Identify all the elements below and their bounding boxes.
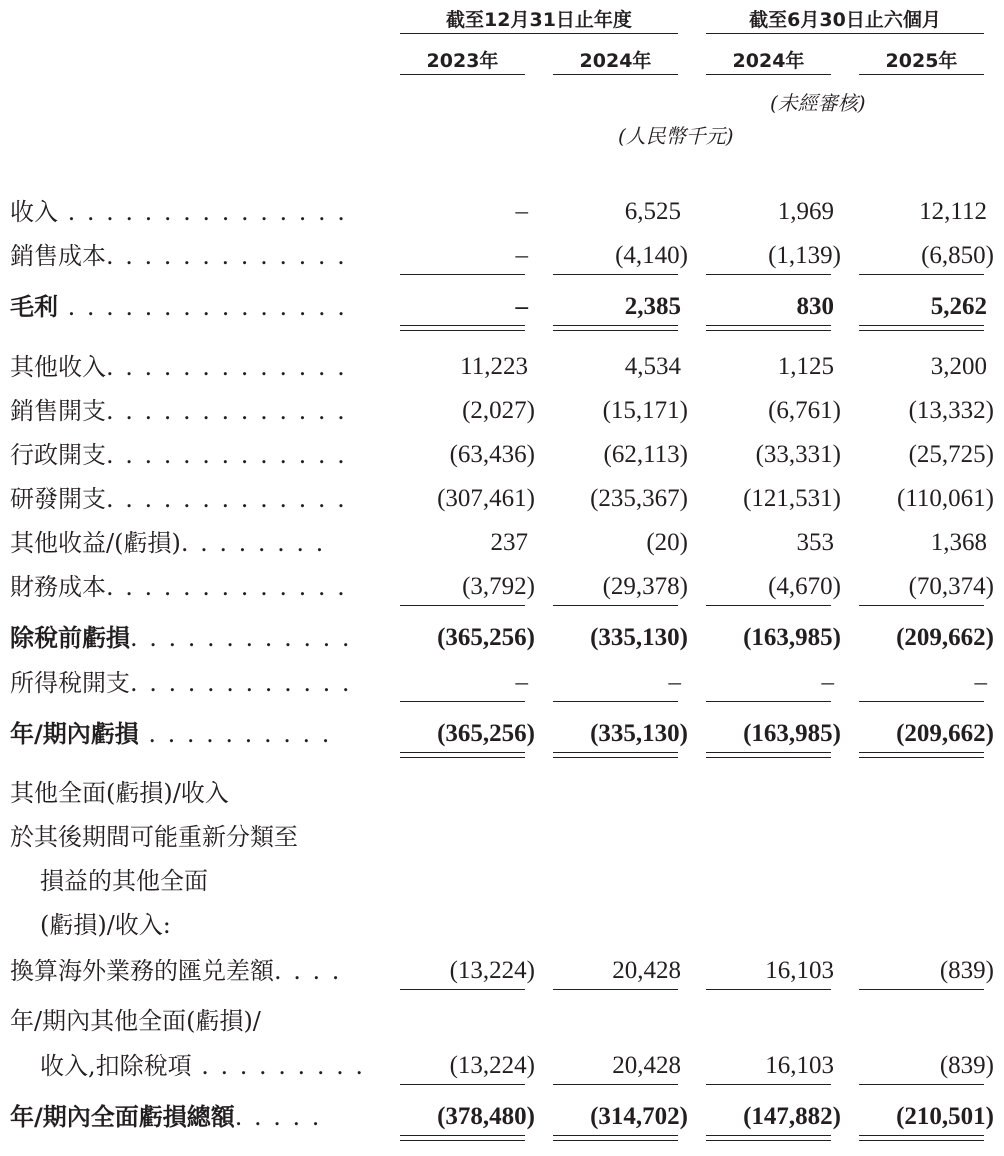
table-cell: (62,113) bbox=[603, 441, 688, 468]
table-cell: (29,378) bbox=[602, 573, 688, 600]
table-cell: 4,534 bbox=[624, 353, 681, 380]
double-underline bbox=[706, 325, 831, 331]
table-cell: 2,385 bbox=[624, 293, 681, 320]
double-underline bbox=[400, 752, 525, 758]
underline bbox=[553, 605, 678, 606]
row-label-net-of-tax: 收入,扣除稅項 . . . . . . . . . bbox=[40, 1052, 365, 1080]
underline bbox=[706, 701, 831, 702]
table-cell: (335,130) bbox=[590, 624, 688, 651]
table-cell: 1,969 bbox=[777, 198, 834, 225]
table-cell: (13,224) bbox=[449, 1052, 535, 1079]
table-cell: 12,112 bbox=[919, 198, 987, 225]
underline bbox=[859, 989, 984, 990]
table-cell: (163,985) bbox=[743, 720, 841, 747]
double-underline bbox=[859, 325, 984, 331]
underline bbox=[553, 274, 678, 275]
double-underline bbox=[553, 752, 678, 758]
table-cell: (210,501) bbox=[896, 1103, 994, 1130]
underline bbox=[859, 274, 984, 275]
underline bbox=[859, 605, 984, 606]
row-label-rd-expenses: 研發開支. . . . . . . . . . . . . bbox=[10, 485, 347, 513]
table-cell: (110,061) bbox=[897, 485, 994, 512]
table-cell: (1,139) bbox=[768, 242, 841, 269]
table-cell: 353 bbox=[796, 529, 834, 556]
row-label-cost-of-sales: 銷售成本. . . . . . . . . . . . . bbox=[10, 242, 347, 270]
table-cell: (3,792) bbox=[462, 573, 535, 600]
table-cell: (365,256) bbox=[437, 720, 535, 747]
table-cell: (6,850) bbox=[921, 242, 994, 269]
header-rule-six-months bbox=[706, 33, 984, 34]
row-label-gross-profit: 毛利 . . . . . . . . . . . . . . . bbox=[10, 293, 347, 321]
underline bbox=[400, 1084, 525, 1085]
table-cell: (2,027) bbox=[462, 397, 535, 424]
underline bbox=[859, 1084, 984, 1085]
table-cell: (25,725) bbox=[908, 441, 994, 468]
table-cell: – bbox=[515, 669, 528, 696]
section-label-oci: 其他全面(虧損)/收入 bbox=[10, 779, 229, 807]
row-label-selling-expenses: 銷售開支. . . . . . . . . . . . . bbox=[10, 397, 347, 425]
underline bbox=[706, 274, 831, 275]
row-label-loss-before-tax: 除稅前虧損. . . . . . . . . . . . bbox=[10, 624, 352, 652]
table-cell: (4,670) bbox=[768, 573, 841, 600]
underline bbox=[859, 701, 984, 702]
double-underline bbox=[859, 752, 984, 758]
year-header-3: 2024年 bbox=[732, 50, 805, 72]
table-cell: (70,374) bbox=[908, 573, 994, 600]
underline bbox=[400, 989, 525, 990]
table-cell: (4,140) bbox=[615, 242, 688, 269]
row-label-finance-costs: 財務成本. . . . . . . . . . . . . bbox=[10, 573, 347, 601]
double-underline bbox=[706, 752, 831, 758]
year-header-4: 2025年 bbox=[885, 50, 958, 72]
underline bbox=[400, 274, 525, 275]
row-label-other-gains-losses: 其他收益/(虧損). . . . . . . . bbox=[10, 529, 326, 557]
double-underline bbox=[706, 1135, 831, 1141]
table-cell: 11,223 bbox=[460, 353, 528, 380]
table-cell: (335,130) bbox=[590, 720, 688, 747]
underline bbox=[553, 1084, 678, 1085]
double-underline bbox=[553, 1135, 678, 1141]
row-label-admin-expenses: 行政開支. . . . . . . . . . . . . bbox=[10, 441, 347, 469]
year-header-1: 2023年 bbox=[426, 50, 499, 72]
table-cell: (121,531) bbox=[743, 485, 841, 512]
row-label-revenue: 收入 . . . . . . . . . . . . . . . bbox=[10, 198, 347, 226]
section-label-loss-income: (虧損)/收入: bbox=[40, 911, 171, 939]
table-cell: (235,367) bbox=[590, 485, 688, 512]
row-label-income-tax: 所得稅開支. . . . . . . . . . . . bbox=[10, 669, 352, 697]
double-underline bbox=[859, 1135, 984, 1141]
section-label-oci-pl: 損益的其他全面 bbox=[40, 867, 208, 895]
year-rule-2 bbox=[553, 74, 678, 75]
underline bbox=[553, 989, 678, 990]
section-label-oci-period: 年/期內其他全面(虧損)/ bbox=[10, 1007, 261, 1035]
table-cell: 16,103 bbox=[765, 1052, 834, 1079]
table-cell: 830 bbox=[796, 293, 834, 320]
table-cell: (378,480) bbox=[437, 1103, 535, 1130]
double-underline bbox=[400, 1135, 525, 1141]
underline bbox=[706, 989, 831, 990]
table-cell: 20,428 bbox=[612, 957, 681, 984]
row-label-total-comprehensive-loss: 年/期內全面虧損總額. . . . . bbox=[10, 1103, 322, 1131]
row-label-loss-for-period: 年/期內虧損 . . . . . . . . . . bbox=[10, 720, 332, 748]
table-cell: (839) bbox=[939, 1052, 994, 1079]
section-label-reclassify: 於其後期間可能重新分類至 bbox=[10, 823, 298, 851]
table-cell: (33,331) bbox=[755, 441, 841, 468]
underline bbox=[706, 1084, 831, 1085]
table-cell: (163,985) bbox=[743, 624, 841, 651]
table-cell: – bbox=[821, 669, 834, 696]
table-cell: 5,262 bbox=[930, 293, 987, 320]
table-cell: (209,662) bbox=[896, 624, 994, 651]
table-cell: 16,103 bbox=[765, 957, 834, 984]
table-cell: (13,224) bbox=[449, 957, 535, 984]
row-label-fx-difference: 換算海外業務的匯兑差額. . . . bbox=[10, 957, 342, 985]
table-cell: 20,428 bbox=[612, 1052, 681, 1079]
double-underline bbox=[400, 325, 525, 331]
year-rule-3 bbox=[706, 74, 831, 75]
table-cell: 1,368 bbox=[930, 529, 987, 556]
double-underline bbox=[553, 325, 678, 331]
table-cell: (63,436) bbox=[449, 441, 535, 468]
table-cell: – bbox=[974, 669, 987, 696]
table-cell: (13,332) bbox=[908, 397, 994, 424]
table-cell: (6,761) bbox=[768, 397, 841, 424]
unaudited-note: (未經審核) bbox=[770, 91, 866, 115]
table-cell: 237 bbox=[490, 529, 528, 556]
table-cell: (365,256) bbox=[437, 624, 535, 651]
year-header-2: 2024年 bbox=[579, 50, 652, 72]
table-cell: (307,461) bbox=[437, 485, 535, 512]
table-cell: (314,702) bbox=[590, 1103, 688, 1130]
currency-note: (人民幣千元) bbox=[618, 124, 734, 148]
table-cell: (20) bbox=[646, 529, 688, 556]
table-cell: (839) bbox=[939, 957, 994, 984]
underline bbox=[706, 605, 831, 606]
year-rule-4 bbox=[859, 74, 984, 75]
table-cell: 1,125 bbox=[777, 353, 834, 380]
table-cell: (15,171) bbox=[602, 397, 688, 424]
row-label-other-income: 其他收入. . . . . . . . . . . . . bbox=[10, 353, 347, 381]
table-cell: – bbox=[515, 198, 528, 225]
underline bbox=[400, 701, 525, 702]
header-group-annual: 截至12月31日止年度 bbox=[446, 9, 632, 31]
header-rule-annual bbox=[400, 33, 678, 34]
table-cell: 3,200 bbox=[930, 353, 987, 380]
header-group-six-months: 截至6月30日止六個月 bbox=[749, 9, 941, 31]
underline bbox=[553, 701, 678, 702]
table-cell: (147,882) bbox=[743, 1103, 841, 1130]
table-cell: – bbox=[668, 669, 681, 696]
table-cell: (209,662) bbox=[896, 720, 994, 747]
table-cell: – bbox=[515, 242, 528, 269]
year-rule-1 bbox=[400, 74, 525, 75]
underline bbox=[400, 605, 525, 606]
table-cell: – bbox=[515, 293, 528, 320]
table-cell: 6,525 bbox=[624, 198, 681, 225]
